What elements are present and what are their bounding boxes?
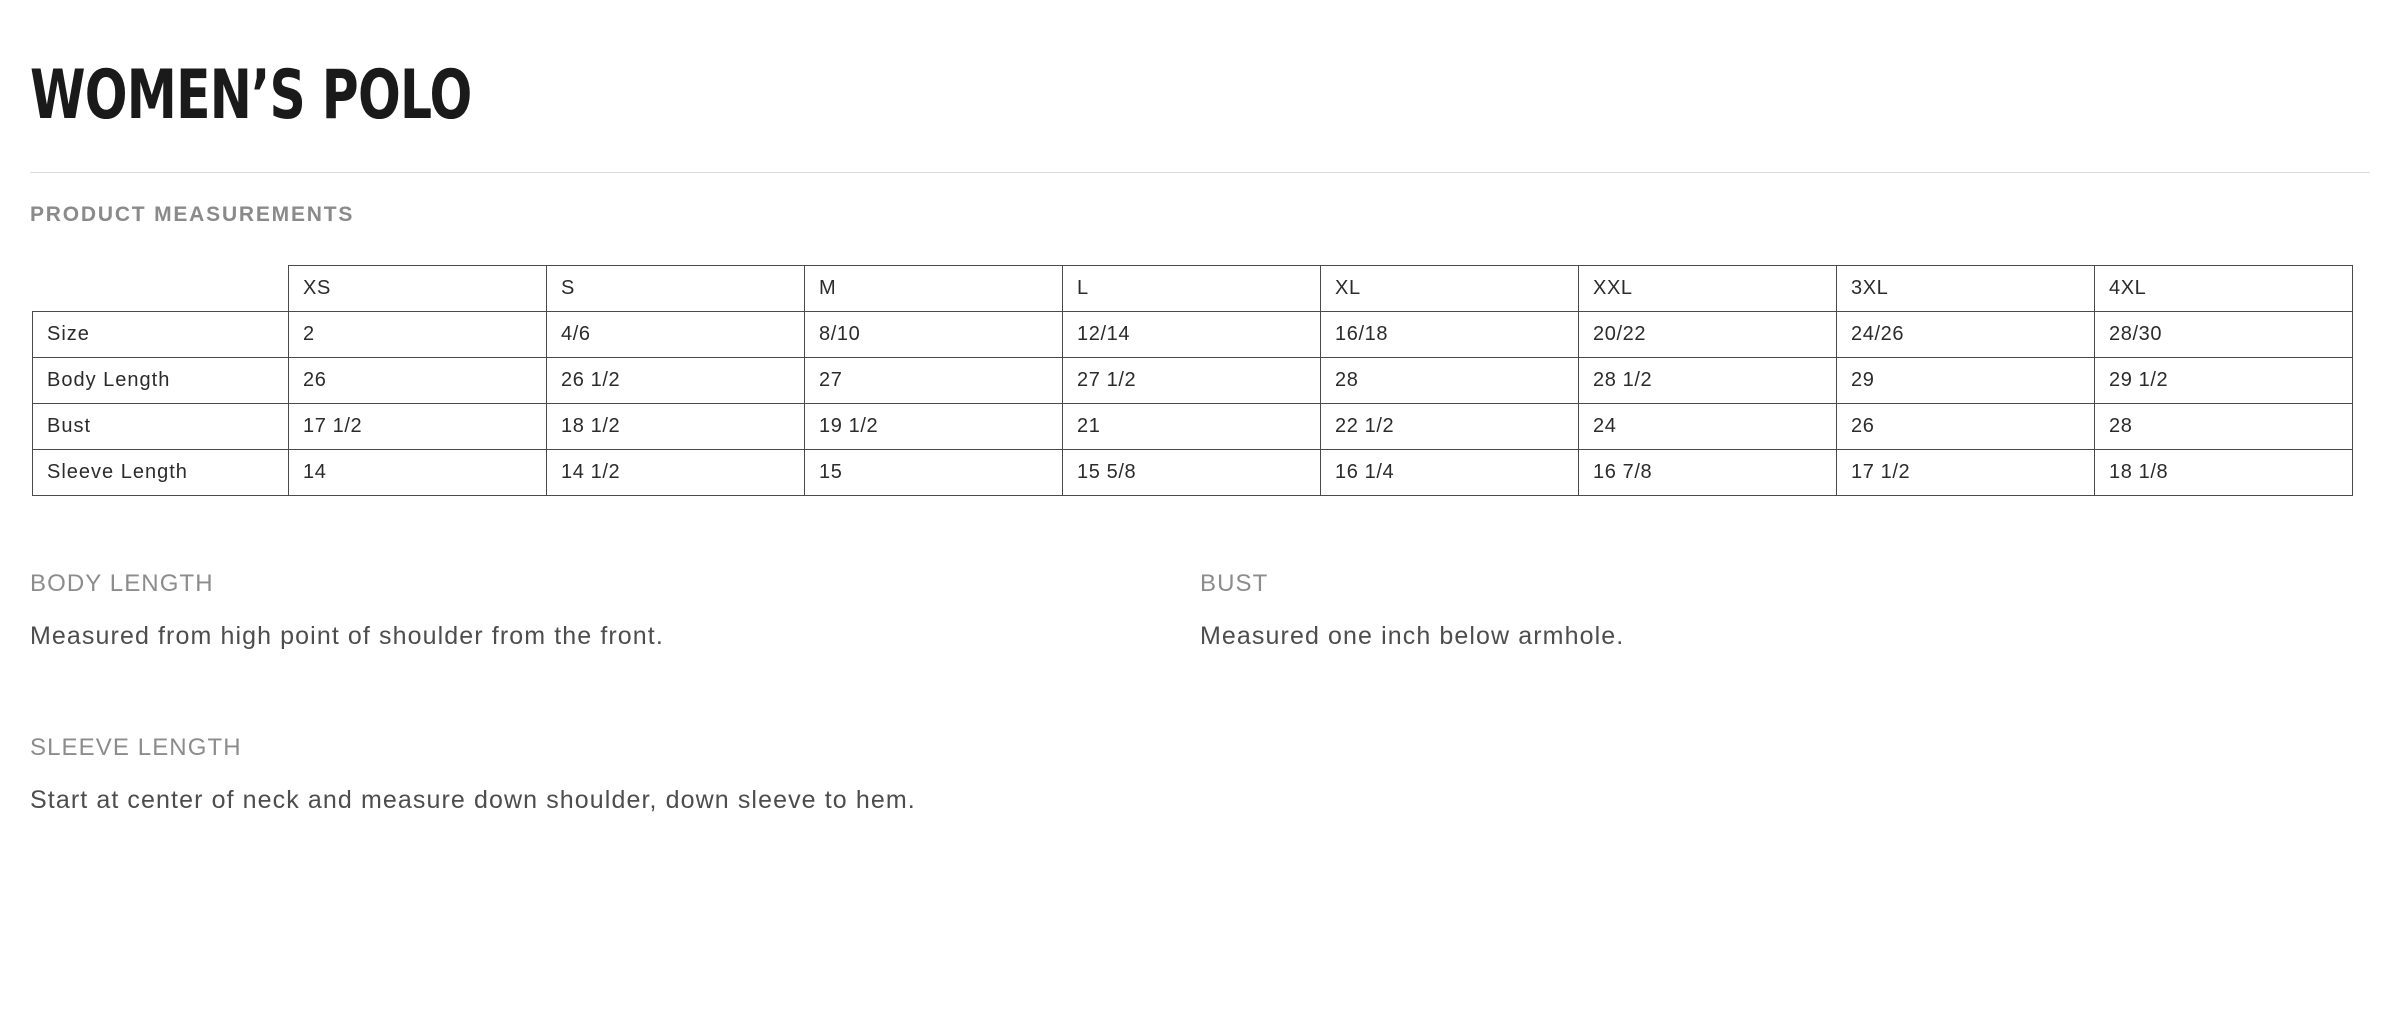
- table-header-row: [33, 266, 2353, 312]
- note-title-body-length: BODY LENGTH: [30, 570, 214, 597]
- table-body: [33, 312, 2353, 496]
- cell-body-length-xl: 28: [1321, 358, 1579, 404]
- column-header-xs: XS: [289, 266, 547, 312]
- notes-row-first: [30, 570, 2370, 654]
- cell-body-length-4xl: 29 1/2: [2095, 358, 2353, 404]
- cell-bust-xxl: 24: [1579, 404, 1837, 450]
- row-label-bust: Bust: [33, 404, 289, 450]
- measurements-table: [32, 265, 2353, 496]
- cell-bust-m: 19 1/2: [805, 404, 1063, 450]
- note-text-sleeve-length: Start at center of neck and measure down shoulder, down sleeve to hem.: [30, 785, 916, 814]
- row-label-sleeve-length: Sleeve Length: [33, 450, 289, 496]
- cell-size-4xl: 28/30: [2095, 312, 2353, 358]
- cell-size-l: 12/14: [1063, 312, 1321, 358]
- row-label-body-length: Body Length: [33, 358, 289, 404]
- cell-bust-l: 21: [1063, 404, 1321, 450]
- column-header-l: L: [1063, 266, 1321, 312]
- cell-sleeve-length-l: 15 5/8: [1063, 450, 1321, 496]
- table-corner-cell: [33, 266, 289, 312]
- note-sleeve-length: [30, 734, 1200, 818]
- note-placeholder: [1200, 734, 2370, 818]
- table-header: [33, 266, 2353, 312]
- column-header-xl: XL: [1321, 266, 1579, 312]
- notes-row-second: [30, 734, 2370, 818]
- cell-body-length-s: 26 1/2: [547, 358, 805, 404]
- note-text-body-length: Measured from high point of shoulder from the front.: [30, 622, 664, 650]
- cell-size-3xl: 24/26: [1837, 312, 2095, 358]
- cell-sleeve-length-xl: 16 1/4: [1321, 450, 1579, 496]
- measurement-notes: [30, 570, 2370, 818]
- table-row: [33, 358, 2353, 404]
- table-row: [33, 312, 2353, 358]
- note-bust: [1200, 570, 2370, 654]
- column-header-3xl: 3XL: [1837, 266, 2095, 312]
- page-title: WOMEN’S POLO: [30, 56, 472, 135]
- column-header-m: M: [805, 266, 1063, 312]
- column-header-s: S: [547, 266, 805, 312]
- note-body-length: [30, 570, 1200, 654]
- cell-body-length-xxl: 28 1/2: [1579, 358, 1837, 404]
- table-row: [33, 450, 2353, 496]
- cell-sleeve-length-xs: 14: [289, 450, 547, 496]
- cell-size-xl: 16/18: [1321, 312, 1579, 358]
- cell-bust-3xl: 26: [1837, 404, 2095, 450]
- cell-body-length-3xl: 29: [1837, 358, 2095, 404]
- column-header-4xl: 4XL: [2095, 266, 2353, 312]
- cell-sleeve-length-m: 15: [805, 450, 1063, 496]
- cell-size-xs: 2: [289, 312, 547, 358]
- section-label-product-measurements: PRODUCT MEASUREMENTS: [30, 203, 355, 226]
- cell-body-length-m: 27: [805, 358, 1063, 404]
- cell-sleeve-length-s: 14 1/2: [547, 450, 805, 496]
- cell-size-xxl: 20/22: [1579, 312, 1837, 358]
- cell-body-length-xs: 26: [289, 358, 547, 404]
- measurements-table-wrapper: [30, 265, 2370, 496]
- cell-size-m: 8/10: [805, 312, 1063, 358]
- cell-bust-xl: 22 1/2: [1321, 404, 1579, 450]
- cell-bust-4xl: 28: [2095, 404, 2353, 450]
- note-text-bust: Measured one inch below armhole.: [1200, 622, 1625, 650]
- header-divider: [30, 172, 2370, 173]
- note-title-sleeve-length: SLEEVE LENGTH: [30, 733, 242, 761]
- cell-sleeve-length-xxl: 16 7/8: [1579, 450, 1837, 496]
- cell-bust-s: 18 1/2: [547, 404, 805, 450]
- cell-sleeve-length-4xl: 18 1/8: [2095, 450, 2353, 496]
- row-label-size: Size: [33, 312, 289, 358]
- cell-bust-xs: 17 1/2: [289, 404, 547, 450]
- note-title-bust: BUST: [1200, 570, 1269, 597]
- column-header-xxl: XXL: [1579, 266, 1837, 312]
- table-row: [33, 404, 2353, 450]
- cell-size-s: 4/6: [547, 312, 805, 358]
- cell-body-length-l: 27 1/2: [1063, 358, 1321, 404]
- cell-sleeve-length-3xl: 17 1/2: [1837, 450, 2095, 496]
